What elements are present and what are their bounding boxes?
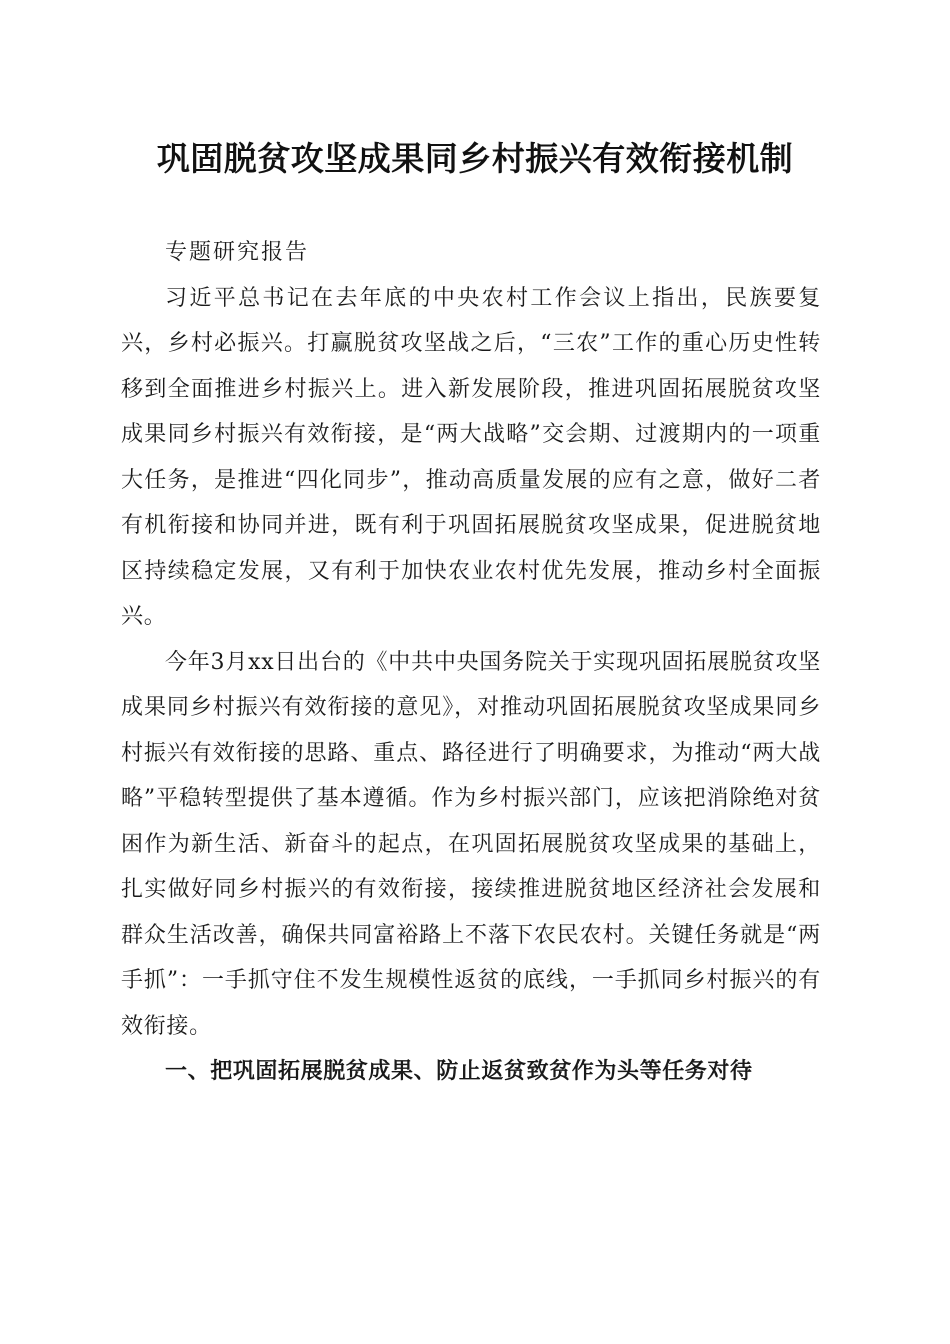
paragraph-opinion: 今年3月xx日出台的《中共中央国务院关于实现巩固拓展脱贫攻坚成果同乡村振兴有效衔接的意见》，对推动巩固拓展脱贫攻坚成果同乡村振兴有效衔接的思路、重点、路径进行了明确要求，为推动“两大战略”平稳转型提供了基本遵循。作为乡村振兴部门，应该把消除绝对贫困作为新生活、新奋斗的起点，在巩固拓展脱贫攻坚成果的基础上，扎实做好同乡村振兴的有效衔接，接续推进脱贫地区经济社会发展和群众生活改善，确保共同富裕路上不落下农民农村。关键任务就是“两手抓”：一手抓守住不发生规模性返贫的底线，一手抓同乡村振兴的有效衔接。	[121, 649, 821, 1039]
document-body	[121, 230, 821, 1095]
paragraph-intro: 习近平总书记在去年底的中央农村工作会议上指出，民族要复兴，乡村必振兴。打赢脱贫攻坚战之后，“三农”工作的重心历史性转移到全面推进乡村振兴上。进入新发展阶段，推进巩固拓展脱贫攻坚成果同乡村振兴有效衔接，是“两大战略”交会期、过渡期内的一项重大任务，是推进“四化同步”，推动高质量发展的应有之意，做好二者有机衔接和协同并进，既有利于巩固拓展脱贫攻坚成果，促进脱贫地区持续稳定发展，又有利于加快农业农村优先发展，推动乡村全面振兴。	[121, 285, 821, 629]
document-title: 巩固脱贫攻坚成果同乡村振兴有效衔接机制	[156, 139, 794, 178]
section-heading-1: 一、把巩固拓展脱贫成果、防止返贫致贫作为头等任务对待	[165, 1059, 753, 1084]
document-subtitle: 专题研究报告	[165, 240, 310, 265]
